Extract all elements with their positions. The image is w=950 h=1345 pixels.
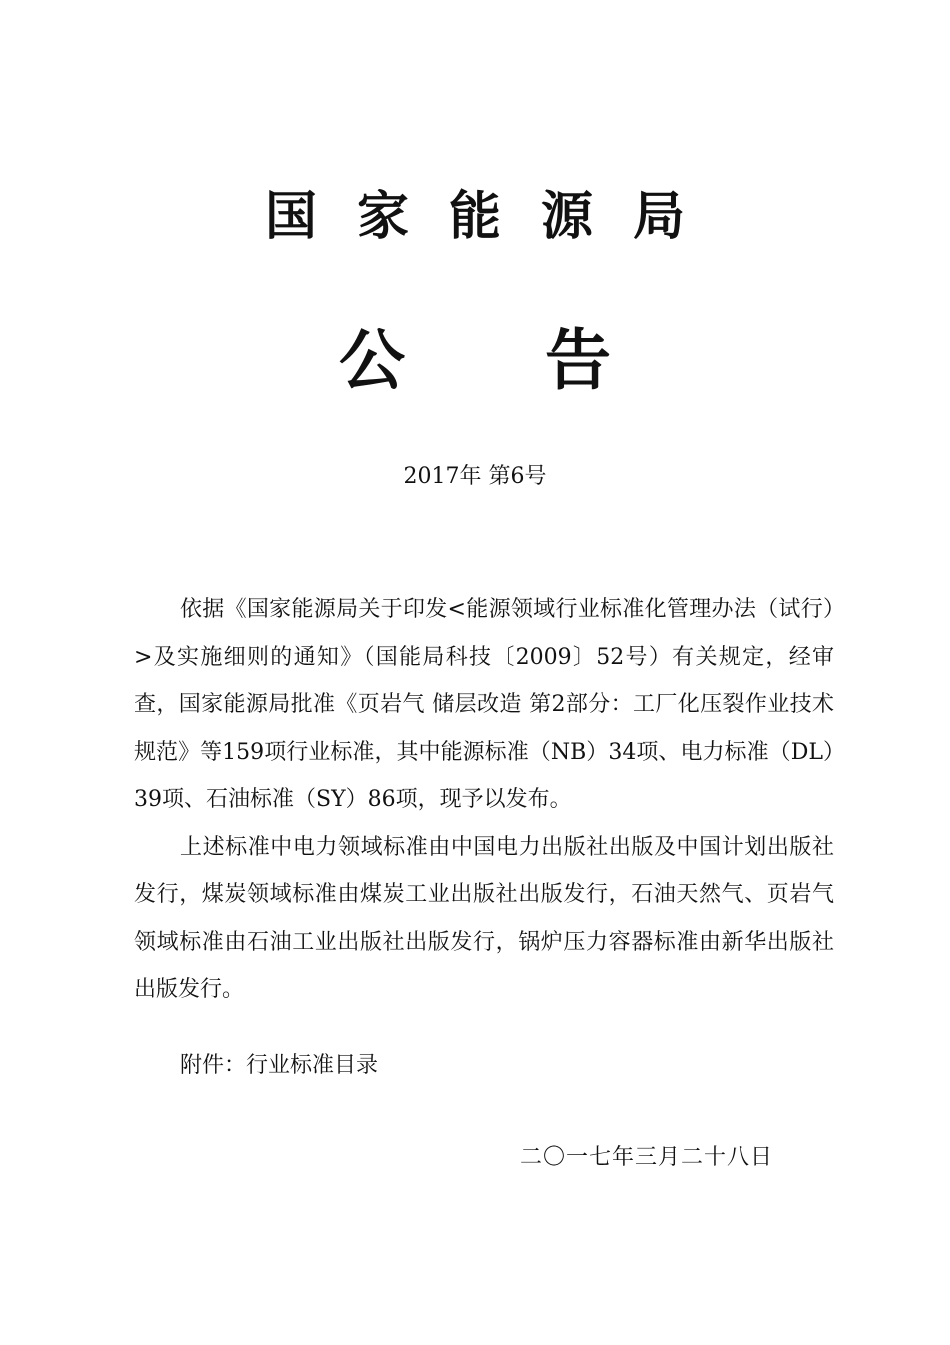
body-paragraph: 依据《国家能源局关于印发<能源领域行业标准化管理办法（试行）>及实施细则的通知》（国能局科技〔2009〕52号）有关规定，经审查，国家能源局批准《页岩气 储层改造 第2部分：工厂化压裂作业技术规范》等159项行业标准，其中能源标准（NB）34项、电力标准（DL）39项、石油标准（SY）86项，现予以发布。 <box>134 597 834 812</box>
issue-date: 二〇一七年三月二十八日 <box>520 1145 774 1170</box>
announcement-title: 公告 <box>339 321 751 399</box>
issuing-agency-heading: 国家能源局 <box>264 186 725 247</box>
announcement-body <box>134 586 834 1014</box>
document-number: 2017年 第6号 <box>403 464 547 489</box>
body-paragraph: 上述标准中电力领域标准由中国电力出版社出版及中国计划出版社发行，煤炭领域标准由煤炭工业出版社出版发行，石油天然气、页岩气领域标准由石油工业出版社出版发行，锅炉压力容器标准由新华出版社出版发行。 <box>134 834 834 1002</box>
attachment-line: 附件：行业标准目录 <box>180 1053 379 1078</box>
